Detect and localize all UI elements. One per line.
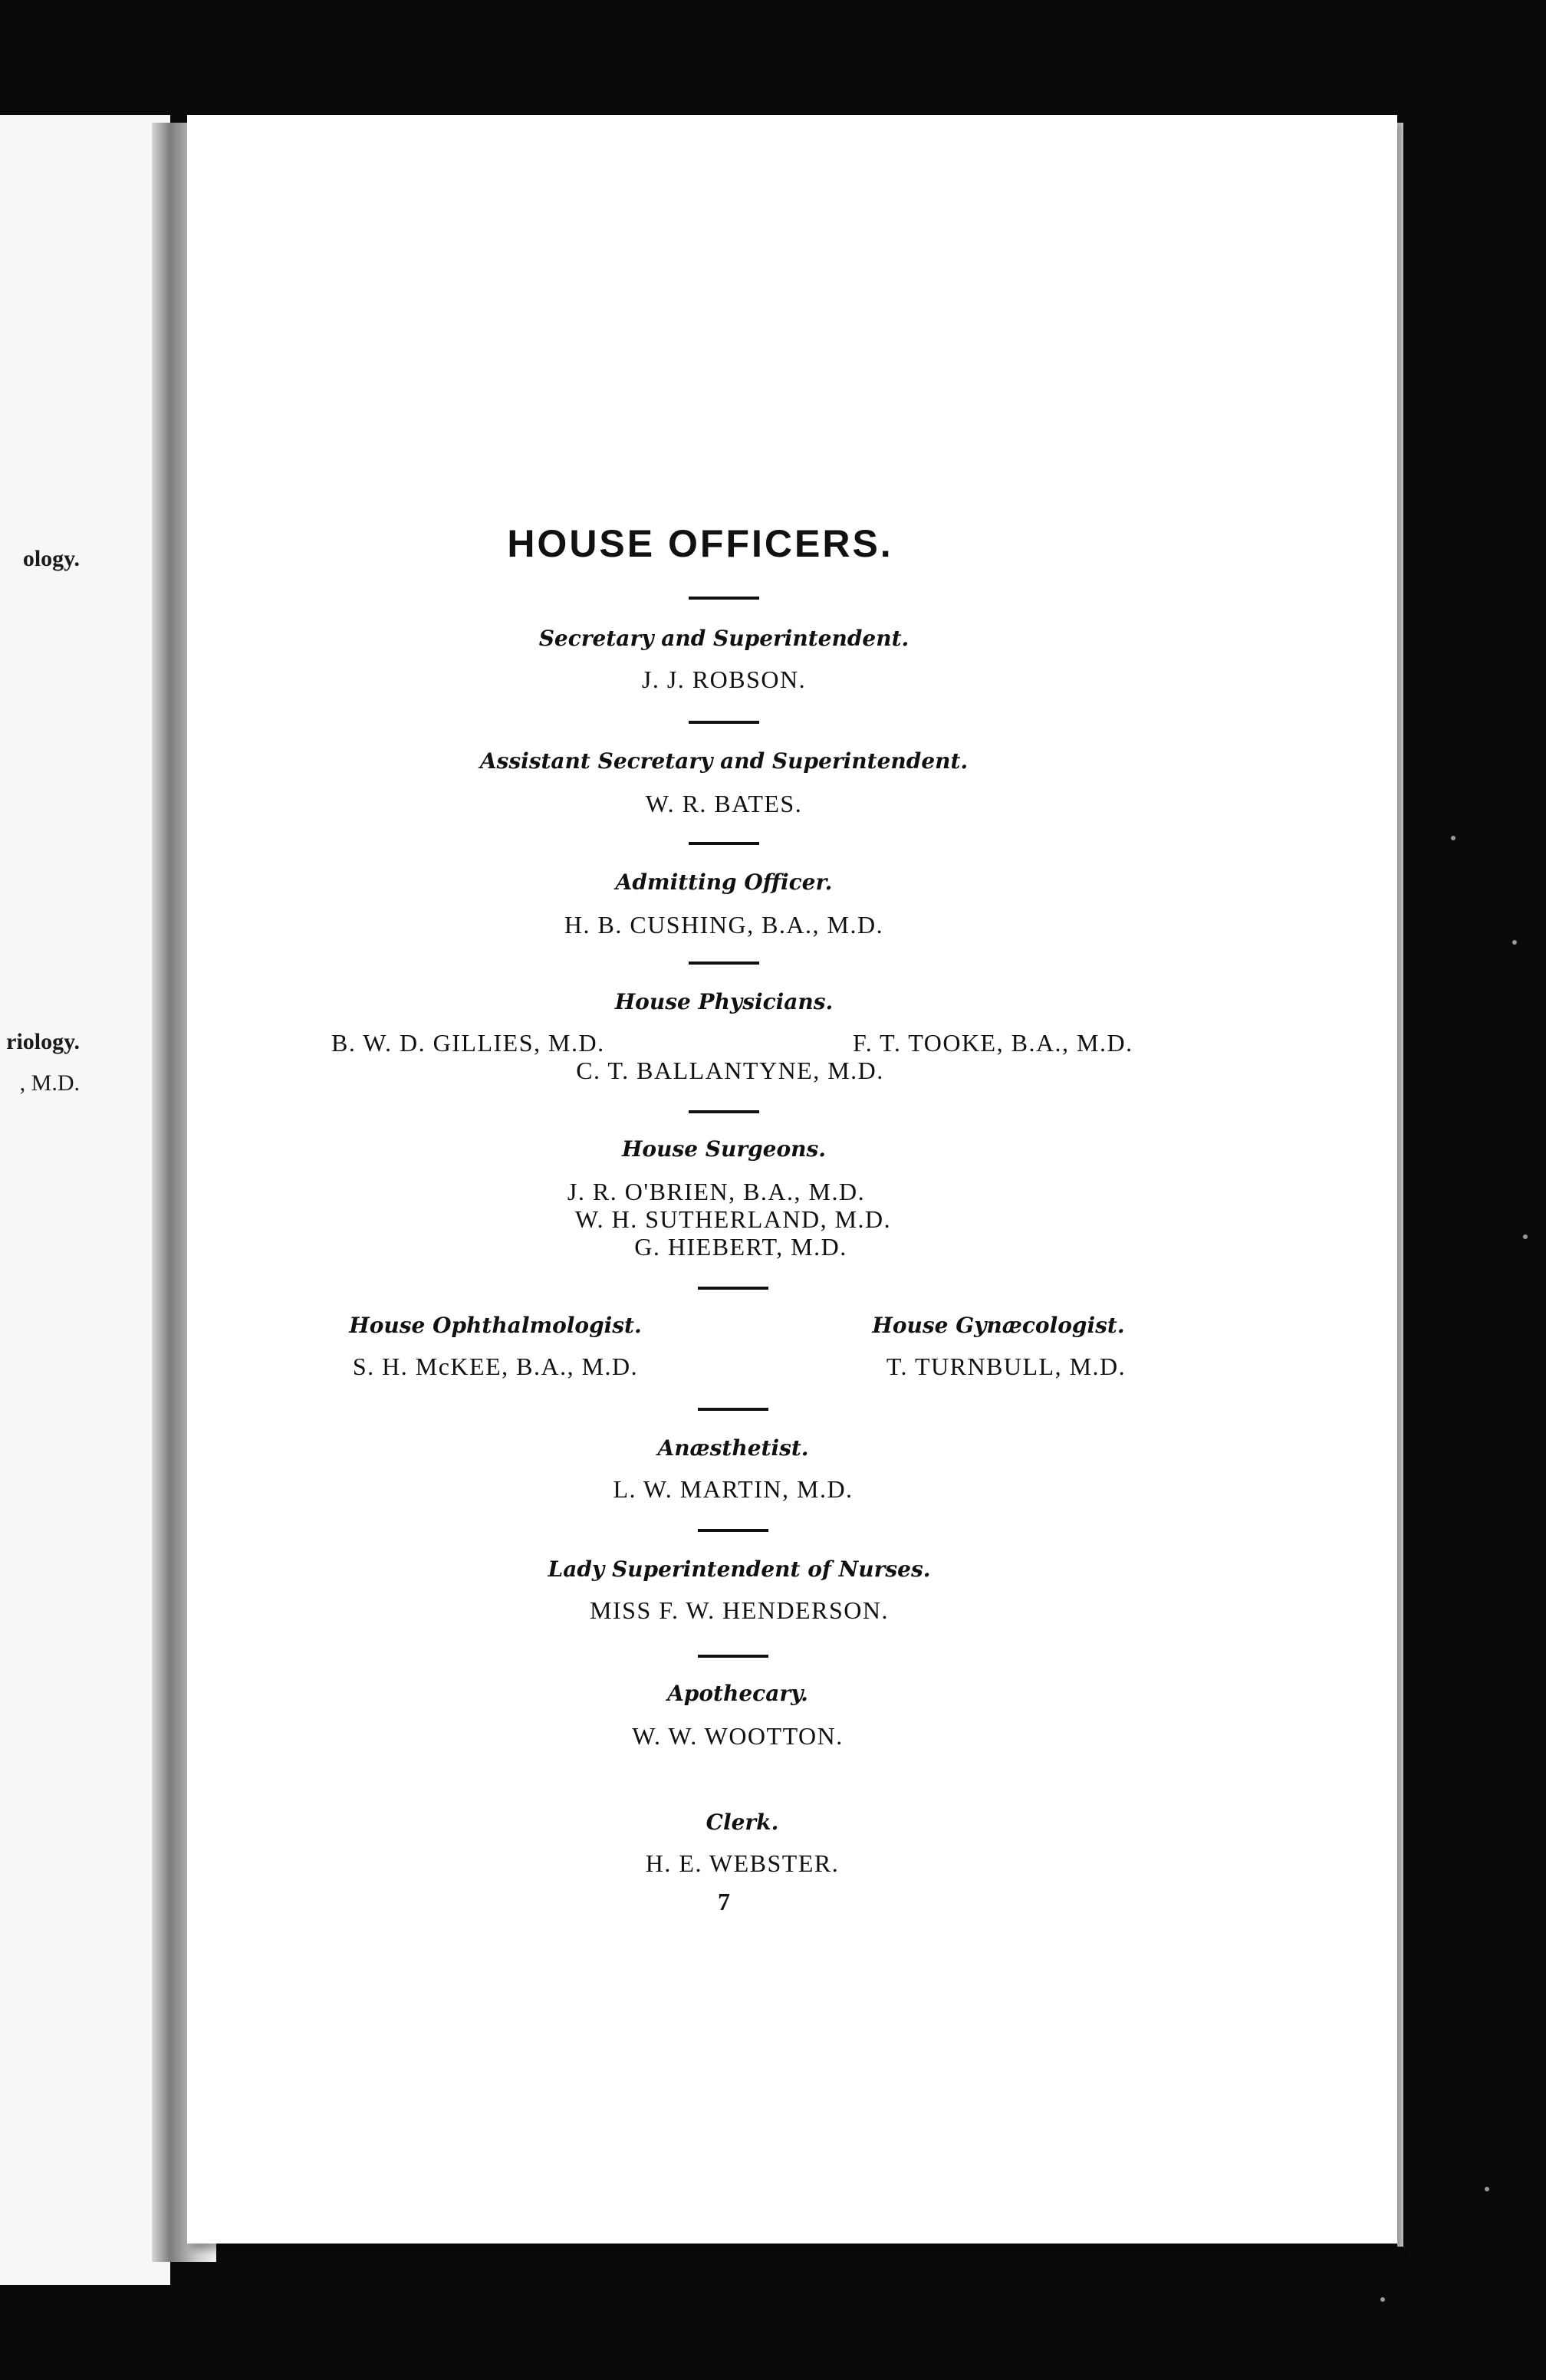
section-heading: Anæsthetist. — [657, 1435, 809, 1461]
officer-name: H. E. WEBSTER. — [645, 1849, 840, 1877]
facing-page-fragment: , M.D. — [19, 1070, 80, 1096]
section-heading: House Physicians. — [614, 989, 834, 1014]
page-edge — [1397, 123, 1403, 2247]
officer-name: MISS F. W. HENDERSON. — [590, 1596, 889, 1624]
officer-name: C. T. BALLANTYNE, M.D. — [576, 1057, 884, 1084]
section-divider — [689, 1110, 759, 1113]
scan-speck — [1485, 2187, 1489, 2191]
section-divider — [698, 1655, 768, 1658]
officer-name: J. J. ROBSON. — [641, 666, 807, 693]
document-page — [187, 115, 1397, 2244]
section-divider — [698, 1408, 768, 1411]
section-heading: Clerk. — [706, 1810, 779, 1835]
facing-page-fragment: riology. — [6, 1029, 80, 1054]
officer-name: T. TURNBULL, M.D. — [886, 1353, 1127, 1380]
scan-speck — [1512, 940, 1517, 945]
facing-page-fragment: ology. — [22, 546, 80, 571]
officer-name: W. W. WOOTTON. — [632, 1722, 844, 1750]
section-divider — [689, 842, 759, 845]
section-divider — [689, 962, 759, 965]
section-heading: Lady Superintendent of Nurses. — [548, 1557, 931, 1582]
section-heading: Apothecary. — [667, 1681, 808, 1706]
section-divider — [698, 1529, 768, 1532]
page-content — [187, 115, 1397, 2244]
section-heading: Admitting Officer. — [615, 869, 833, 895]
page-title: HOUSE OFFICERS. — [507, 522, 893, 565]
officer-name: S. H. McKEE, B.A., M.D. — [352, 1353, 639, 1380]
officer-name: F. T. TOOKE, B.A., M.D. — [853, 1029, 1133, 1057]
officer-name: L. W. MARTIN, M.D. — [613, 1475, 854, 1503]
officer-name: W. H. SUTHERLAND, M.D. — [574, 1205, 892, 1233]
scan-speck — [1523, 1234, 1528, 1239]
scan-speck — [1380, 2297, 1385, 2302]
section-divider — [689, 721, 759, 724]
page-number: 7 — [718, 1888, 730, 1915]
section-heading: House Ophthalmologist. — [349, 1313, 642, 1338]
officer-name: W. R. BATES. — [645, 790, 803, 817]
facing-page — [0, 115, 170, 2285]
section-heading: House Surgeons. — [621, 1136, 827, 1162]
officer-name: J. R. O'BRIEN, B.A., M.D. — [567, 1178, 866, 1205]
section-heading: House Gynæcologist. — [872, 1313, 1125, 1338]
officer-name: B. W. D. GILLIES, M.D. — [331, 1029, 605, 1057]
officer-name: H. B. CUSHING, B.A., M.D. — [564, 911, 884, 939]
section-divider — [698, 1287, 768, 1290]
officer-name: G. HIEBERT, M.D. — [634, 1233, 847, 1261]
section-heading: Assistant Secretary and Superintendent. — [479, 748, 969, 774]
scan-speck — [1451, 836, 1456, 840]
section-heading: Secretary and Superintendent. — [538, 626, 910, 651]
section-divider — [689, 597, 759, 600]
